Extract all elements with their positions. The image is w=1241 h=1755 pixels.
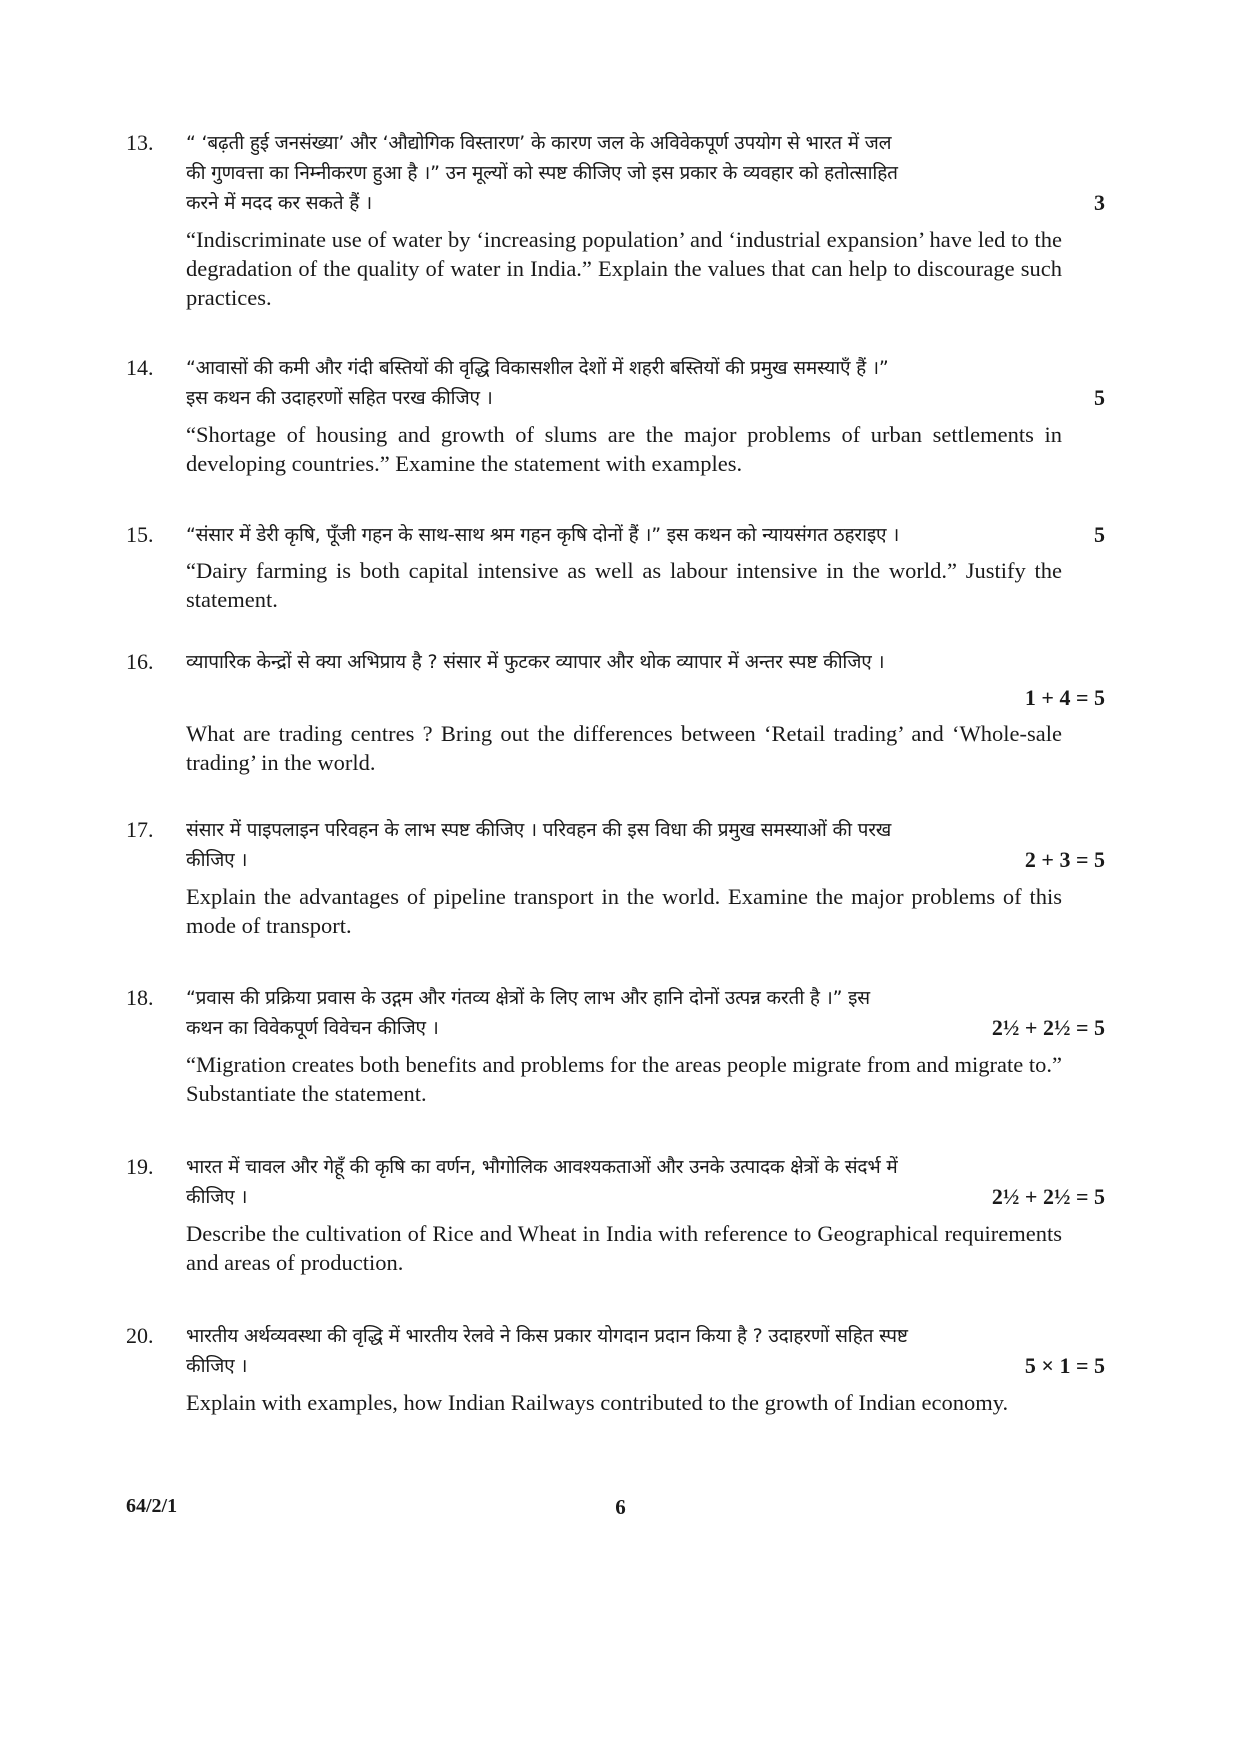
question-hindi-line: कीजिए । <box>186 849 248 871</box>
question-hindi-line: “आवासों की कमी और गंदी बस्तियों की वृद्धि विकासशील देशों में शहरी बस्तियों की प्रमुख समस्याएँ हैं ।” <box>186 357 889 379</box>
question-hindi-line: भारतीय अर्थव्यवस्था की वृद्धि में भारतीय रेलवे ने किस प्रकार योगदान प्रदान किया है ? उदाहरणों सहित स्पष्ट <box>186 1325 908 1347</box>
question-marks: 3 <box>1094 190 1105 215</box>
question-marks: 5 <box>1094 522 1105 547</box>
question-hindi-line: की गुणवत्ता का निम्नीकरण हुआ है ।” उन मूल्यों को स्पष्ट कीजिए जो इस प्रकार के व्यवहार को हतोत्साहित <box>186 162 898 184</box>
question-hindi-line: भारत में चावल और गेहूँ की कृषि का वर्णन, भौगोलिक आवश्यकताओं और उनके उत्पादक क्षेत्रों के संदर्भ में <box>186 1156 898 1178</box>
question-hindi-line: संसार में पाइपलाइन परिवहन के लाभ स्पष्ट कीजिए । परिवहन की इस विधा की प्रमुख समस्याओं की परख <box>186 819 892 841</box>
question-hindi-line: “संसार में डेरी कृषि, पूँजी गहन के साथ-साथ श्रम गहन कृषि दोनों हैं ।” इस कथन को न्यायसंगत ठहराइए । <box>186 524 900 546</box>
question-marks: 2½ + 2½ = 5 <box>991 1184 1105 1209</box>
question-hindi-line: इस कथन की उदाहरणों सहित परख कीजिए । <box>186 387 493 409</box>
paper-code: 64/2/1 <box>126 1495 178 1517</box>
question-number: 18. <box>126 985 154 1010</box>
question-number: 17. <box>126 817 154 842</box>
question-hindi-line: व्यापारिक केन्द्रों से क्या अभिप्राय है ? संसार में फुटकर व्यापार और थोक व्यापार में अन्तर स्पष्ट कीजिए । <box>186 651 885 673</box>
question-number: 16. <box>126 649 154 674</box>
question-english-text: Explain with examples, how Indian Railways contributed to the growth of Indian economy. <box>186 1390 1009 1415</box>
question-number: 20. <box>126 1323 154 1348</box>
question-hindi-line: कीजिए । <box>186 1186 248 1208</box>
question-marks: 5 × 1 = 5 <box>1024 1353 1105 1378</box>
question-english-text: “Indiscriminate use of water by ‘increasing population’ and ‘industrial expansion’ have led to the degradation of the quality of water in India.” Explain the values that can help to discourage such practices. <box>186 227 1062 310</box>
question-english-text: “Migration creates both benefits and problems for the areas people migrate from and migrate to.” Substantiate the statement. <box>186 1052 1062 1106</box>
page-number: 6 <box>615 1495 626 1519</box>
question-english-text: Describe the cultivation of Rice and Wheat in India with reference to Geographical requirements and areas of production. <box>186 1221 1062 1275</box>
question-hindi-line: “प्रवास की प्रक्रिया प्रवास के उद्गम और गंतव्य क्षेत्रों के लिए लाभ और हानि दोनों उत्पन्न करती है ।” इस <box>186 987 870 1009</box>
question-english-text: “Shortage of housing and growth of slums are the major problems of urban settlements in developing countries.” Examine the statement with examples. <box>186 422 1062 476</box>
question-marks: 5 <box>1094 385 1105 410</box>
question-hindi-line: करने में मदद कर सकते हैं । <box>186 192 372 214</box>
question-marks: 2 + 3 = 5 <box>1024 847 1105 872</box>
question-english-text: What are trading centres ? Bring out the differences between ‘Retail trading’ and ‘Whole-sale trading’ in the world. <box>186 721 1062 775</box>
question-hindi-line: “ ‘बढ़ती हुई जनसंख्या’ और ‘औद्योगिक विस्तारण’ के कारण जल के अविवेकपूर्ण उपयोग से भारत में जल <box>186 132 892 154</box>
question-number: 14. <box>126 355 154 380</box>
question-hindi-line: कीजिए । <box>186 1355 248 1377</box>
question-marks: 2½ + 2½ = 5 <box>991 1015 1105 1040</box>
question-hindi-line: कथन का विवेकपूर्ण विवेचन कीजिए । <box>186 1017 439 1039</box>
question-marks: 1 + 4 = 5 <box>1024 685 1105 710</box>
question-number: 15. <box>126 522 154 547</box>
question-number: 19. <box>126 1154 154 1179</box>
question-number: 13. <box>126 130 154 155</box>
question-english-text: “Dairy farming is both capital intensive as well as labour intensive in the world.” Justify the statement. <box>186 558 1062 612</box>
question-english-text: Explain the advantages of pipeline transport in the world. Examine the major problems of this mode of transport. <box>186 884 1062 938</box>
